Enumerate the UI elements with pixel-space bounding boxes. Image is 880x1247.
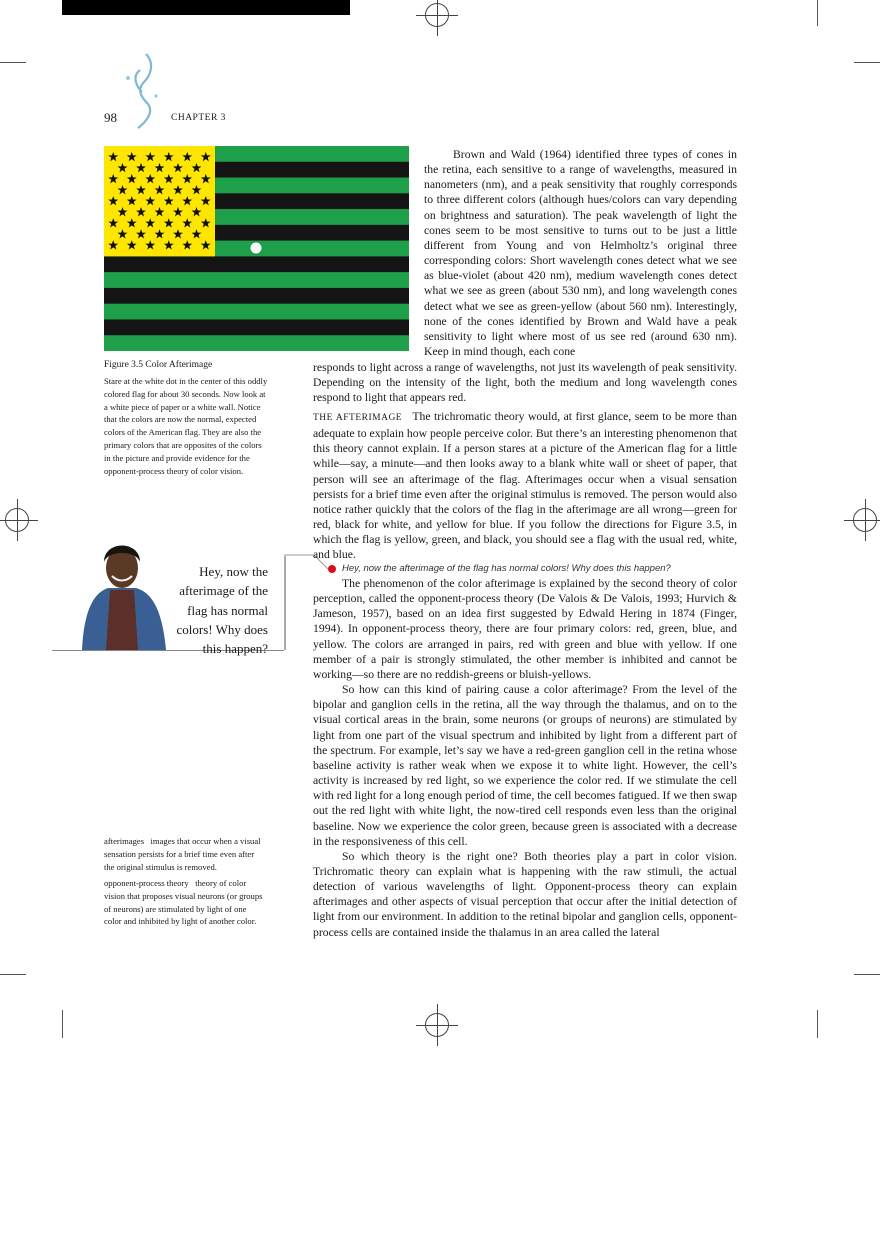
flag-stripe — [104, 304, 409, 320]
flag-stripe — [104, 272, 409, 288]
paragraph: So how can this kind of pairing cause a color afterimage? From the level of the bipolar and ganglion cells in the retina, all the way through the thalamus, and on to the visual cortical areas in the brain, some neurons (or groups of neurons) are stimulated by light from one part of the visual spectrum and inhibited by light from a different part of the spectrum. For example, let’s say we have a red-green ganglion cell in the retina whose baseline activity is rather weak when we expose it to white light. However, the cell’s activity is increased by red light, so we experience the color red. If we stimulate the cell with red light for a long enough period of time, the cell becomes fatigued. If we then swap out the red light with white light, the now-tired cell responds even less than the original baseline. Now we experience the color green, because green is associated with a decrease in the responsiveness of this cell. — [313, 683, 737, 848]
fixation-dot — [251, 243, 262, 254]
crop-mark — [817, 1010, 818, 1038]
question-prompt: Hey, now the afterimage of the flag has normal colors! Why does this happen? — [342, 563, 671, 574]
flag-canton — [104, 146, 215, 256]
glossary-entry — [104, 835, 266, 873]
glossary-term: afterimages — [104, 836, 145, 846]
flag-stripe — [104, 288, 409, 304]
paragraph: The trichromatic theory would, at first glance, seem to be more than adequate to explain how people perceive color. But there’s an interesting phenomenon that this theory cannot explain. If a person stares at a picture of the American flag for a little while—say, a minute—and then looks away to a blank white wall or sheet of paper, that person will see an afterimage of the flag. Afterimages occur when a visual sensation persists for a brief time even after the original stimulus is removed. The person would also notice rather quickly that the colors of the flag in the afterimage are all wrong—green for red, black for white, and yellow for blue. If you follow the directions for Figure 3.5, in which the flag is yellow, green, and black, you should see a flag with the usual red, white, and blue. — [313, 410, 737, 562]
crop-mark — [62, 1010, 63, 1038]
page-number: 98 — [104, 110, 117, 125]
speech-bubble — [52, 556, 284, 657]
glossary-entry — [104, 877, 266, 928]
crop-mark — [817, 0, 818, 26]
paragraph-wrapped: Brown and Wald (1964) identified three types of cones in the retina, each sensitive to a range of wavelengths, measured in nanometers (nm), and a peak sensitivity that roughly corresponds to three different colors (although hues/colors can vary depending on brightness and saturation). The peak wavelength of light the cones seem to be most sensitive to turns out to be just a little different from Young and von Helmholtz’s original three corresponding colors: Short wavelength cones detect what we see as blue-violet (about 420 nm), medium wavelength cones detect what we see as green (about 530 nm), and long wavelength cones detect what we see as green-yellow (about 560 nm). Interestingly, none of the cones identified by Brown and Wald have a peak sensitivity to light where most of us see red (around 630 nm). Keep in mind though, each cone — [424, 148, 737, 359]
glossary-definition: images that occur when a visual sensation persists for a brief time even after the original stimulus is removed. — [104, 836, 261, 872]
red-dot-icon — [328, 565, 336, 573]
glossary-definition: theory of color vision that proposes visual neurons (or groups of neurons) are stimulated by light of one color and inhibited by light of another color. — [104, 878, 263, 927]
glossary-term: opponent-process theory — [104, 878, 189, 888]
body-paragraphs — [313, 576, 737, 940]
chapter-label: CHAPTER 3 — [171, 113, 226, 123]
crop-mark — [854, 974, 880, 975]
figure-title: Figure 3.5 Color Afterimage — [104, 360, 213, 370]
figure-caption: Stare at the white dot in the center of this oddly colored flag for about 30 seconds. Now look at a white piece of paper or a white wall. Notice that the colors are now the normal, expected colors of the American flag. They are also the primary colors that are opposites of the colors in the picture and provide evidence for the opponent-process theory of color vision. — [104, 376, 268, 476]
paragraph: The phenomenon of the color afterimage is explained by the second theory of color perception, called the opponent-process theory (De Valois & De Valois, 1993; Hurvich & Jameson, 1957), based on an idea first suggested by Edwald Hering in 1874 (Finger, 1994). In opponent-process theory, there are four primary colors: red, green, blue, and yellow. The colors are arranged in pairs, red with green and blue with yellow. If one member of a pair is strongly stimulated, the other member is inhibited and cannot be working—so there are no reddish-greens or bluish-yellows. — [313, 577, 737, 681]
afterimage-flag-figure — [104, 146, 409, 351]
flag-stripe — [104, 256, 409, 272]
speech-bubble-text: Hey, now the afterimage of the flag has normal colors! Why does this happen? — [176, 564, 268, 657]
paragraph: So which theory is the right one? Both theories play a part in color vision. Trichromatic theory can explain what is happening with the raw stimuli, the actual detection of various wavelengths of light. Opponent-process theory can explain afterimages and other aspects of visual perception that occur after the initial detection of light from our environment. In addition to the retinal bipolar and ganglion cells, opponent-process cells are contained inside the thalamus in an area called the lateral — [313, 849, 737, 939]
student-photo — [72, 526, 172, 650]
crop-mark — [0, 62, 26, 63]
flag-stripe — [104, 335, 409, 351]
crop-mark — [0, 974, 26, 975]
top-crop-bar — [62, 0, 350, 15]
water-splash-icon — [118, 52, 168, 137]
registration-mark-top — [425, 3, 449, 27]
crop-mark — [854, 62, 880, 63]
paragraph-continued: responds to light across a range of wavelengths, not just its wavelength of peak sensitivity. Depending on the intensity of the light, both the medium and long wavelength cones respond to light that appears red. — [313, 361, 737, 405]
registration-mark-bottom — [425, 1013, 449, 1037]
section-heading: THE AFTERIMAGE — [313, 413, 403, 423]
registration-mark-left — [5, 508, 29, 532]
flag-stripe — [104, 319, 409, 335]
section-afterimage — [313, 409, 737, 563]
registration-mark-right — [853, 508, 877, 532]
